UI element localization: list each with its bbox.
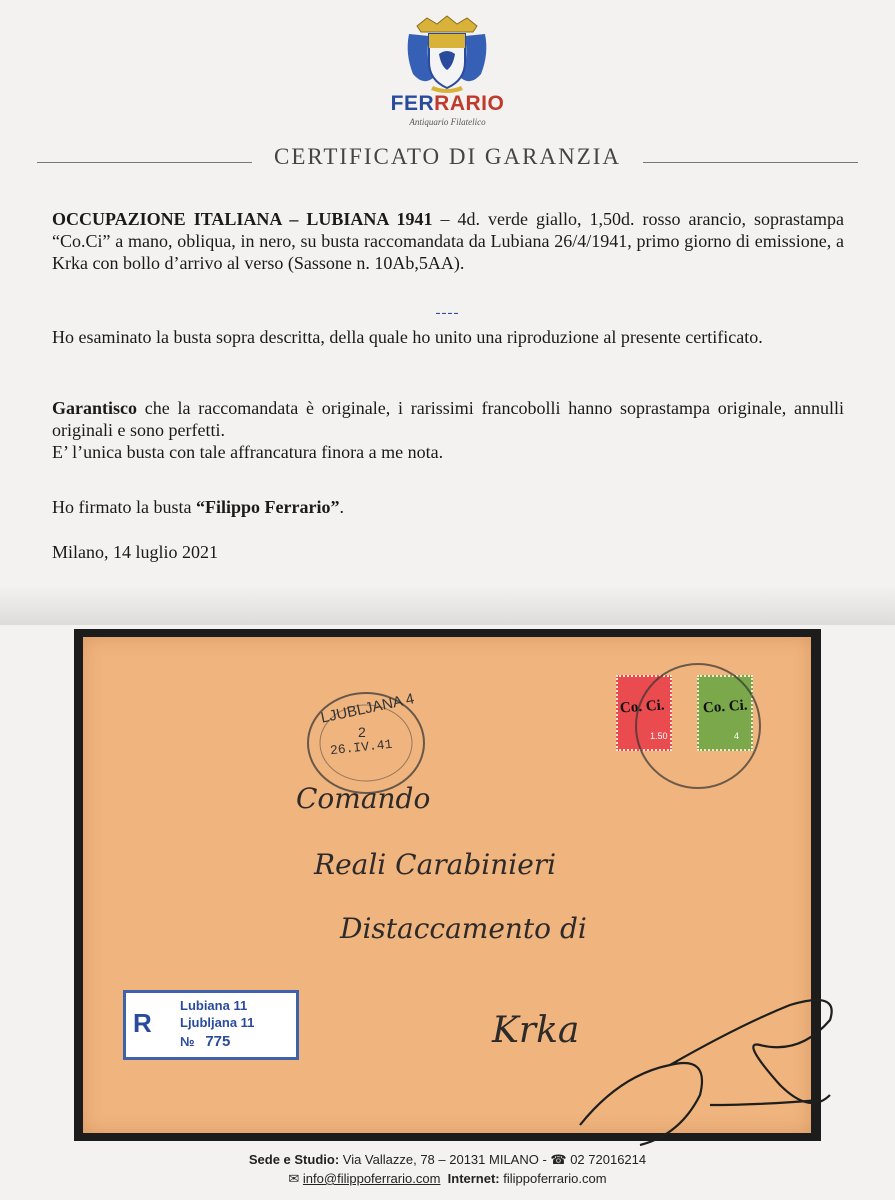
address-line-2: Reali Carabinieri <box>314 848 557 881</box>
registration-line-2: Ljubljana 11 <box>180 1015 255 1030</box>
registration-number-value: 775 <box>205 1033 231 1050</box>
handwritten-signature <box>560 985 860 1160</box>
signer-name: “Filippo Ferrario” <box>195 497 340 517</box>
signed-suffix: . <box>339 497 344 517</box>
address-line-1: Comando <box>296 782 431 815</box>
mail-icon: ✉ <box>288 1171 303 1186</box>
postmark-number: 2 <box>358 724 366 740</box>
lot-description-text: – 4d. verde giallo, 1,50d. rosso arancio, soprastampa “Co.Ci” a mano, obliqua, in nero, su busta raccomandata da Lubiana 26/4/1941, primo giorno di emissione, a Krka con bollo d’arrivo al verso (Sassone n. 10Ab,5AA). <box>52 209 844 273</box>
brand-subtitle: Antiquario Filatelico <box>409 117 486 127</box>
overprint-green-stamp: Co. Ci. <box>702 697 749 717</box>
signed-prefix: Ho firmato la busta <box>52 497 196 517</box>
brand-logo-text: FERRARIO <box>390 92 505 115</box>
registration-letter: R <box>133 1008 152 1038</box>
signed-paragraph <box>52 496 844 518</box>
examined-paragraph: Ho esaminato la busta sopra descritta, della quale ho unito una riproduzione al presente certificato. <box>52 327 763 347</box>
separator: ---- <box>435 305 460 321</box>
website-link[interactable]: filippoferrario.com <box>499 1171 607 1186</box>
office-address: Via Vallazze, 78 – 20131 MILANO - ☎ 02 72016214 <box>339 1152 647 1167</box>
address-line-4: Krka <box>492 1010 580 1051</box>
postmark-date: 26.IV.41 <box>329 736 394 759</box>
guarantee-text: che la raccomandata è originale, i rarissimi francobolli hanno soprastampa originale, annulli originali e sono perfetti. <box>52 398 844 440</box>
coat-of-arms-logo <box>403 14 491 94</box>
registration-line-1: Lubiana 11 <box>180 998 248 1013</box>
internet-label: Internet: <box>447 1171 500 1186</box>
lot-description <box>52 208 844 274</box>
certificate-title: CERTIFICATO DI GARANZIA <box>273 144 622 169</box>
footer-contacts <box>0 1171 895 1187</box>
lot-heading: OCCUPAZIONE ITALIANA – LUBIANA 1941 <box>52 209 433 229</box>
page-fold <box>0 585 895 625</box>
registration-number <box>180 1033 230 1050</box>
stamp-green-value: 4 <box>734 731 740 741</box>
guarantee-bold: Garantisco <box>52 398 137 418</box>
address-line-3: Distaccamento di <box>340 912 587 945</box>
footer-address <box>0 1152 895 1168</box>
postmark-right <box>628 656 768 796</box>
number-sign: № <box>180 1034 195 1049</box>
overprint-red-stamp: Co. Ci. <box>619 697 666 717</box>
title-rule-right <box>643 162 858 163</box>
office-label: Sede e Studio: <box>248 1152 340 1167</box>
stamp-red-value: 1.50 <box>650 731 668 741</box>
postmark-text: LJUBLJANA 4 <box>319 690 416 727</box>
place-date: Milano, 14 luglio 2021 <box>52 542 218 562</box>
unique-note: E’ l’unica busta con tale affrancatura finora a me nota. <box>52 442 444 462</box>
email-link[interactable]: info@filippoferrario.com <box>302 1171 441 1186</box>
guarantee-paragraph <box>52 397 844 463</box>
